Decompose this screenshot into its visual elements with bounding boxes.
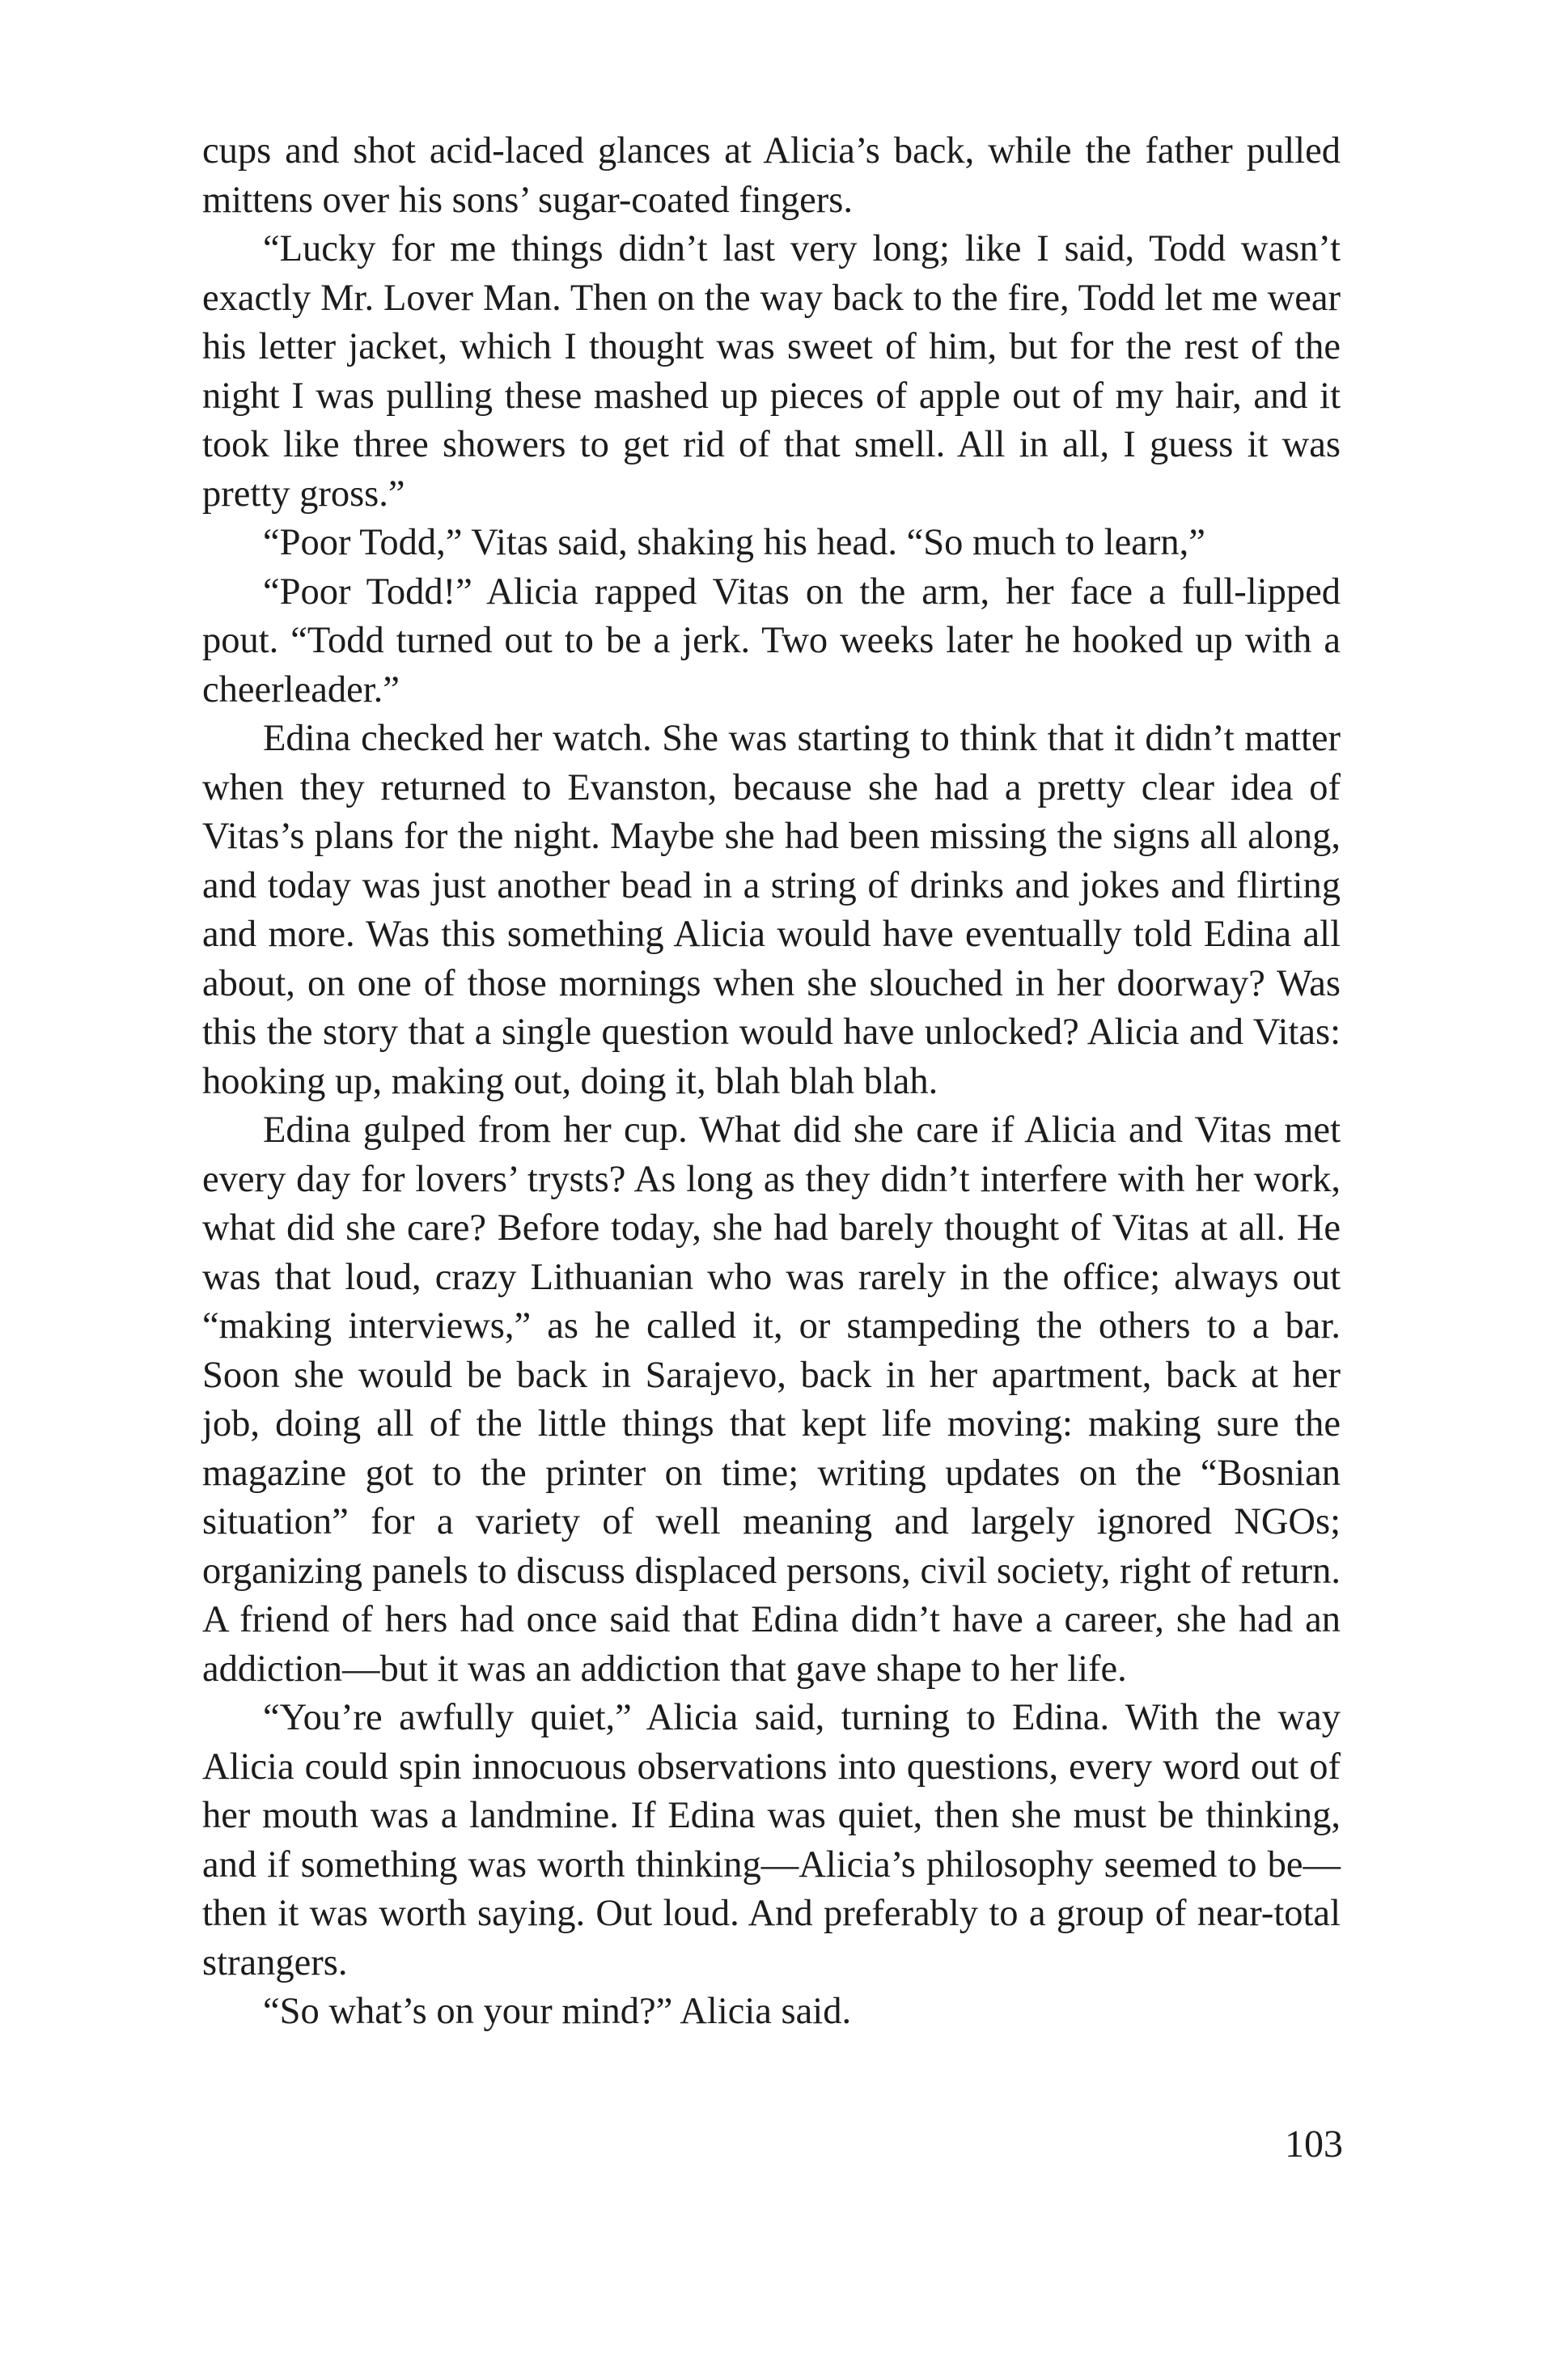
paragraph: Edina checked her watch. She was starting to think that it didn’t matter when they returned to Evanston, because she had a pretty clear idea of Vitas’s plans for the night. Maybe she had been missing the signs all along, and today was just another bead in a string of drinks and jokes and flirting and more. Was this something Alicia would have eventually told Edina all about, on one of those mornings when she slouched in her doorway? Was this the story that a single question would have unlocked? Alicia and Vitas: hooking up, making out, doing it, blah blah blah.	[202, 718, 1341, 1102]
body-text	[202, 127, 1341, 2037]
paragraph: “You’re awfully quiet,” Alicia said, turning to Edina. With the way Alicia could spin innocuous observations into questions, every word out of her mouth was a landmine. If Edina was quiet, then she must be thinking, and if something was worth thinking—Alicia’s philosophy seemed to be—then it was worth saying. Out loud. And preferably to a group of near-total strangers.	[202, 1697, 1341, 1983]
paragraph: “Lucky for me things didn’t last very long; like I said, Todd wasn’t exactly Mr. Lover Man. Then on the way back to the fire, Todd let me wear his letter jacket, which I thought was sweet of him, but for the rest of the night I was pulling these mashed up pieces of apple out of my hair, and it took like three showers to get rid of that smell. All in all, I guess it was pretty gross.”	[202, 228, 1341, 515]
page-number: 103	[1285, 2123, 1343, 2166]
paragraph: “Poor Todd!” Alicia rapped Vitas on the arm, her face a full-lipped pout. “Todd turned out to be a jerk. Two weeks later he hooked up with a cheerleader.”	[202, 571, 1341, 711]
paragraph-continuation: cups and shot acid-laced glances at Alicia’s back, while the father pulled mittens over his sons’ sugar-coated fingers.	[202, 130, 1341, 221]
paragraph: Edina gulped from her cup. What did she care if Alicia and Vitas met every day for lovers’ trysts? As long as they didn’t interfere with her work, what did she care? Before today, she had barely thought of Vitas at all. He was that loud, crazy Lithuanian who was rarely in the office; always out “making interviews,” as he called it, or stampeding the others to a bar. Soon she would be back in Sarajevo, back in her apartment, back at her job, doing all of the little things that kept life moving: making sure the magazine got to the printer on time; writing updates on the “Bosnian situation” for a variety of well meaning and largely ignored NGOs; organizing panels to discuss displaced persons, civil society, right of return. A friend of hers had once said that Edina didn’t have a career, she had an addiction—but it was an addiction that gave shape to her life.	[202, 1109, 1341, 1690]
paragraph: “Poor Todd,” Vitas said, shaking his head. “So much to learn,”	[263, 522, 1205, 563]
paragraph: “So what’s on your mind?” Alicia said.	[263, 1991, 852, 2032]
